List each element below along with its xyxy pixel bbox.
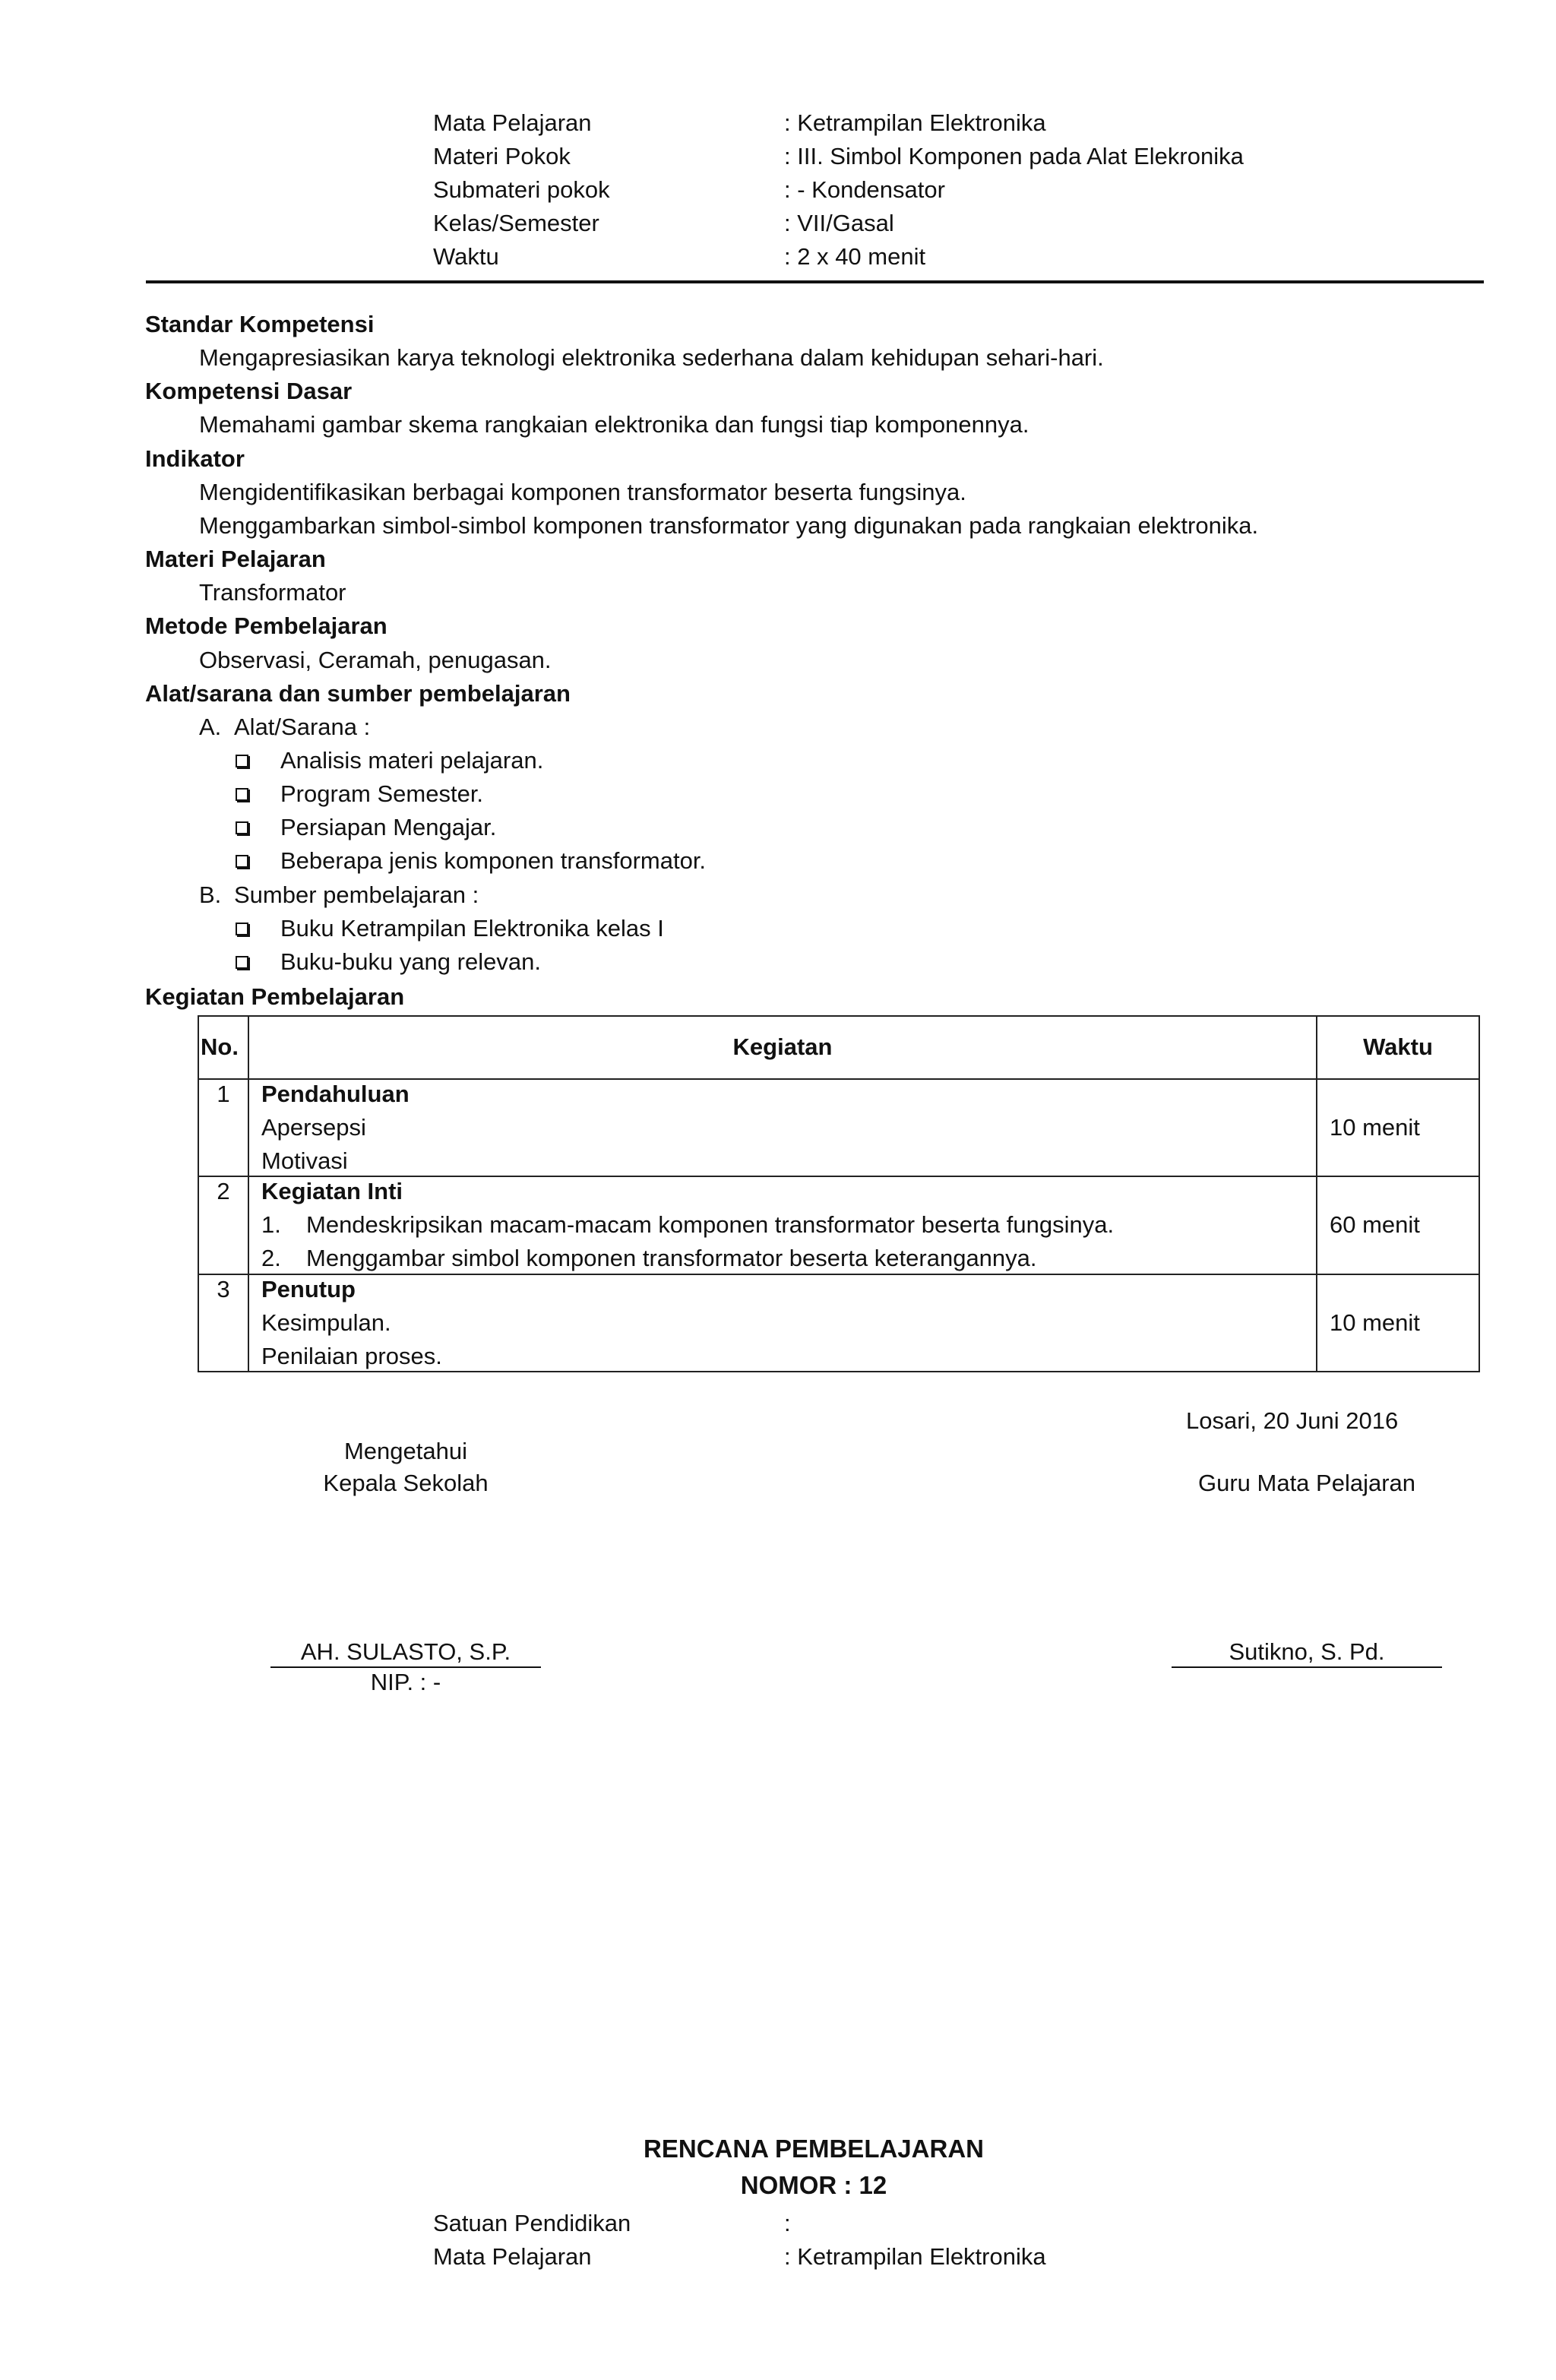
table-row-line: Penilaian proses. <box>261 1343 442 1369</box>
list-item: Program Semester. <box>280 780 484 807</box>
table-cell-no: 3 <box>217 1276 230 1302</box>
list-marker: B. <box>199 881 222 908</box>
place-date: Losari, 20 Juni 2016 <box>1186 1407 1399 1434</box>
section-title-materi-pelajaran: Materi Pelajaran <box>145 546 326 572</box>
subsection-label: Sumber pembelajaran : <box>234 881 479 908</box>
table-cell-no: 1 <box>217 1081 230 1107</box>
table-cell-no: 2 <box>217 1178 230 1204</box>
list-item: Persiapan Mengajar. <box>280 814 497 840</box>
section-title-metode: Metode Pembelajaran <box>145 612 387 639</box>
teacher-signature-line <box>1172 1666 1442 1668</box>
indikator-item: Menggambarkan simbol-simbol komponen transformator yang digunakan pada rangkaian elektronika. <box>199 512 1259 539</box>
section-text: Mengapresiasikan karya teknologi elektronika sederhana dalam kehidupan sehari-hari. <box>199 344 1104 371</box>
table-header-kegiatan: Kegiatan <box>732 1033 833 1060</box>
section-text: Observasi, Ceramah, penugasan. <box>199 647 552 673</box>
table-header-no: No. <box>201 1033 239 1060</box>
info-label: Submateri pokok <box>433 176 610 203</box>
table-row-title: Kegiatan Inti <box>261 1178 403 1204</box>
info-value: : - Kondensator <box>784 176 945 203</box>
next-page-title: RENCANA PEMBELAJARAN <box>644 2135 984 2163</box>
list-item: Buku Ketrampilan Elektronika kelas I <box>280 915 664 942</box>
table-row-title: Pendahuluan <box>261 1081 410 1107</box>
checkbox-bullet-icon <box>236 956 248 969</box>
checkbox-bullet-icon <box>236 923 248 935</box>
section-title-kompetensi-dasar: Kompetensi Dasar <box>145 378 353 404</box>
table-row-number: 1. <box>261 1211 281 1238</box>
indikator-item: Mengidentifikasikan berbagai komponen transformator beserta fungsinya. <box>199 479 966 505</box>
header-divider <box>146 280 1484 283</box>
mengetahui-label: Mengetahui <box>343 1438 467 1464</box>
table-header-waktu: Waktu <box>1363 1033 1433 1060</box>
section-text: Transformator <box>199 579 346 606</box>
table-row-line: Mendeskripsikan macam-macam komponen transformator beserta fungsinya. <box>306 1211 1115 1238</box>
subsection-label: Alat/Sarana : <box>234 714 371 740</box>
info-value: : Ketrampilan Elektronika <box>784 2243 1046 2270</box>
info-label: Waktu <box>433 243 499 270</box>
list-marker: A. <box>199 714 222 740</box>
table-row-line: Menggambar simbol komponen transformator beserta keterangannya. <box>306 1245 1037 1271</box>
info-label: Mata Pelajaran <box>433 2243 592 2270</box>
activity-table <box>198 1015 1480 1372</box>
teacher-name: Sutikno, S. Pd. <box>1229 1638 1385 1665</box>
info-label: Kelas/Semester <box>433 210 599 236</box>
list-item: Analisis materi pelajaran. <box>280 747 544 774</box>
list-item: Buku-buku yang relevan. <box>280 948 541 975</box>
checkbox-bullet-icon <box>236 755 248 767</box>
next-page-number: NOMOR : 12 <box>740 2171 887 2199</box>
section-title-alat-sarana: Alat/sarana dan sumber pembelajaran <box>145 680 571 707</box>
section-title-indikator: Indikator <box>145 445 245 472</box>
principal-nip: NIP. : - <box>370 1669 441 1695</box>
table-row-number: 2. <box>261 1245 281 1271</box>
info-value: : Ketrampilan Elektronika <box>784 109 1046 136</box>
info-label: Mata Pelajaran <box>433 109 592 136</box>
table-row-line: Motivasi <box>261 1147 348 1174</box>
table-cell-waktu: 60 menit <box>1330 1211 1420 1238</box>
checkbox-bullet-icon <box>236 821 248 834</box>
table-row-title: Penutup <box>261 1276 356 1302</box>
table-row-line: Kesimpulan. <box>261 1309 391 1336</box>
info-label: Materi Pokok <box>433 143 571 169</box>
info-value: : <box>784 2210 791 2236</box>
list-item: Beberapa jenis komponen transformator. <box>280 847 707 874</box>
section-title-standar-kompetensi: Standar Kompetensi <box>145 311 375 337</box>
kepala-sekolah-label: Kepala Sekolah <box>323 1470 489 1496</box>
table-cell-waktu: 10 menit <box>1330 1309 1420 1336</box>
info-value: : 2 x 40 menit <box>784 243 926 270</box>
info-label: Satuan Pendidikan <box>433 2210 631 2236</box>
section-title-kegiatan: Kegiatan Pembelajaran <box>145 983 405 1010</box>
table-row-line: Apersepsi <box>261 1114 366 1141</box>
checkbox-bullet-icon <box>236 788 248 801</box>
info-value: : VII/Gasal <box>784 210 894 236</box>
section-text: Memahami gambar skema rangkaian elektronika dan fungsi tiap komponennya. <box>199 411 1029 438</box>
checkbox-bullet-icon <box>236 855 248 868</box>
table-cell-waktu: 10 menit <box>1330 1114 1420 1141</box>
principal-name: AH. SULASTO, S.P. <box>300 1638 511 1665</box>
info-value: : III. Simbol Komponen pada Alat Elekronika <box>784 143 1244 169</box>
guru-label: Guru Mata Pelajaran <box>1197 1470 1416 1496</box>
